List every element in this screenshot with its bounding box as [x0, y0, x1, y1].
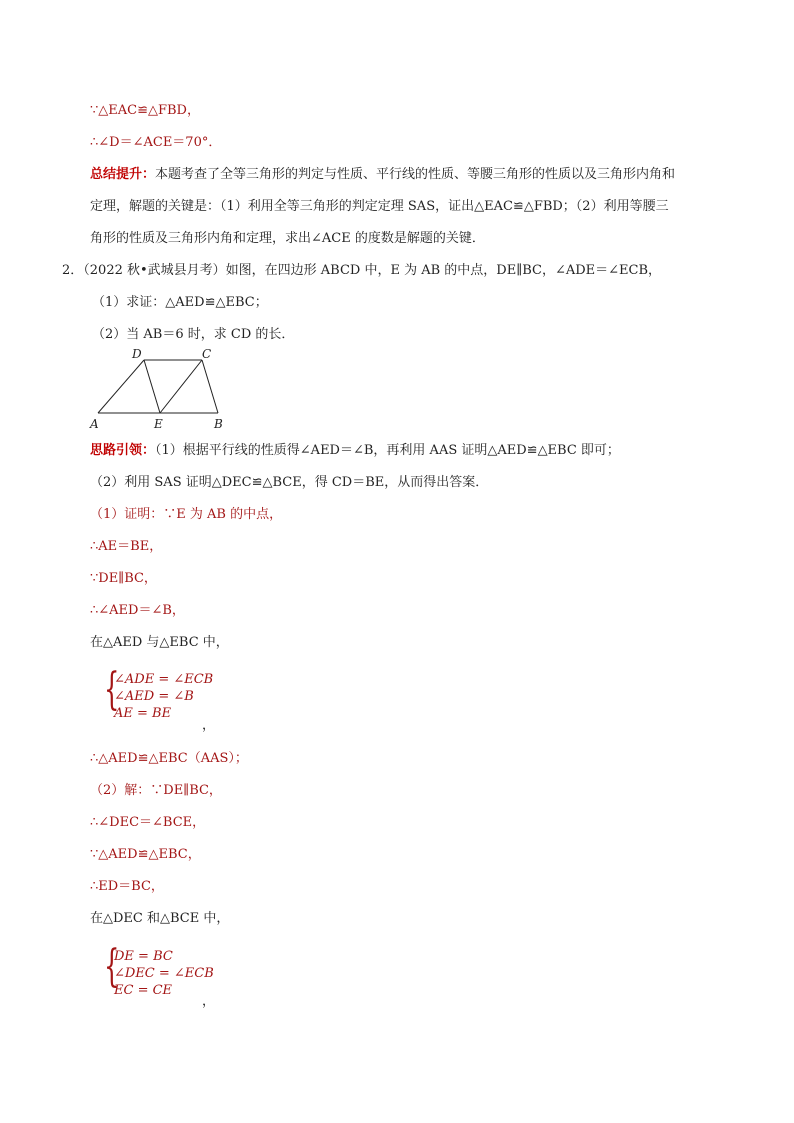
proof-line: ∵△AED≌△EBC，	[90, 847, 201, 862]
comma: ，	[202, 718, 216, 733]
proof-line: 在△DEC 和△BCE 中，	[90, 911, 230, 926]
question-2-stem: 2．（2022 秋•武城县月考）如图，在四边形 ABCD 中，E 为 AB 的中点，DE∥BC，∠ADE＝∠ECB，	[62, 263, 662, 278]
point-label-e: E	[154, 417, 163, 431]
summary-text: 定理，解题的关键是：（1）利用全等三角形的判定定理 SAS，证出△EAC≌△FBD；（2）利用等腰三	[90, 199, 669, 214]
left-brace: {	[104, 664, 120, 715]
point-label-a: A	[90, 417, 99, 431]
point-label-d: D	[132, 347, 142, 361]
step-line: ∴∠D＝∠ACE＝70°．	[90, 135, 222, 150]
proof-line: ∴AE＝BE，	[90, 539, 163, 554]
equation-system-1	[104, 664, 244, 724]
equation-system-2	[104, 941, 244, 1001]
point-label-c: C	[202, 347, 212, 361]
hint-paragraph	[90, 442, 620, 460]
comma: ，	[202, 994, 216, 1009]
proof-line: ∴△AED≌△EBC（AAS）；	[90, 751, 248, 766]
system-line: DE = BC	[114, 949, 173, 964]
summary-paragraph	[90, 166, 675, 184]
proof-line: ∵DE∥BC，	[90, 571, 157, 586]
system-line: EC = CE	[114, 983, 173, 998]
quadrilateral-figure	[88, 346, 248, 432]
summary-text: 本题考查了全等三角形的判定与性质、平行线的性质、等腰三角形的性质以及三角形内角和	[155, 167, 676, 182]
proof-line: 在△AED 与△EBC 中，	[90, 635, 229, 650]
system-line: ∠AED = ∠B	[114, 689, 194, 704]
question-2-part-1: （1）求证：△AED≌△EBC；	[92, 295, 268, 310]
proof-line: ∴ED＝BC，	[90, 879, 164, 894]
hint-label: 思路引领：	[90, 443, 156, 458]
proof-line: （1）证明：∵E 为 AB 的中点，	[90, 507, 283, 522]
question-2-part-2: （2）当 AB＝6 时，求 CD 的长．	[92, 327, 295, 342]
step-line: ∵△EAC≌△FBD，	[90, 103, 200, 118]
point-label-b: B	[214, 417, 223, 431]
summary-text: 角形的性质及三角形内角和定理，求出∠ACE 的度数是解题的关键．	[90, 231, 485, 246]
proof-line: ∴∠AED＝∠B，	[90, 603, 185, 618]
left-brace: {	[104, 941, 120, 992]
proof-line: ∴∠DEC＝∠BCE，	[90, 815, 206, 830]
system-line: ∠ADE = ∠ECB	[114, 672, 214, 687]
proof-line: （2）解：∵DE∥BC，	[90, 783, 222, 798]
summary-label: 总结提升：	[90, 167, 156, 182]
system-line: ∠DEC = ∠ECB	[114, 966, 214, 981]
system-line: AE = BE	[114, 706, 172, 721]
hint-text: （1）根据平行线的性质得∠AED＝∠B，再利用 AAS 证明△AED≌△EBC 即可；	[155, 443, 620, 458]
hint-text: （2）利用 SAS 证明△DEC≌△BCE，得 CD＝BE，从而得出答案．	[90, 475, 489, 490]
